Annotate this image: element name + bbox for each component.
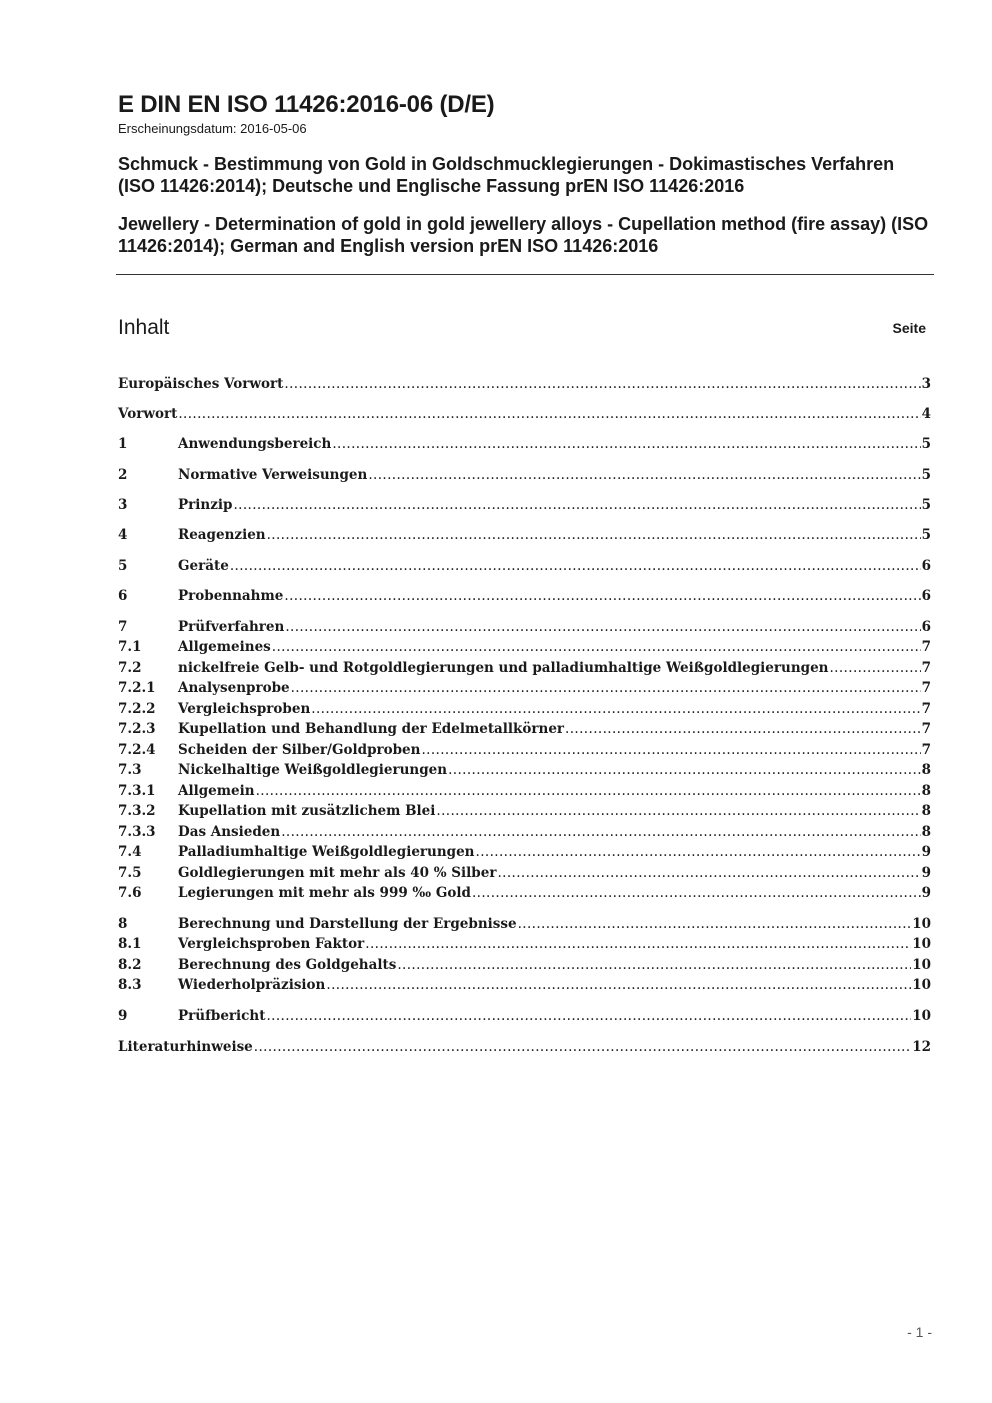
- toc-entry-number: 6: [118, 588, 128, 604]
- toc-entry-label: Europäisches Vorwort: [118, 376, 284, 392]
- title-german: Schmuck - Bestimmung von Gold in Goldschmucklegierungen - Dokimastisches Verfahren (ISO 11426:2014); Deutsche und Englische Fassung prEN ISO 11426:2016: [118, 154, 895, 196]
- toc-entry-label: Berechnung und Darstellung der Ergebnisse: [178, 916, 517, 932]
- toc-entry-label: Legierungen mit mehr als 999 ‰ Gold: [178, 885, 471, 901]
- toc-entry-number: 5: [118, 558, 128, 574]
- toc-entry-page: 9: [921, 865, 931, 881]
- toc-entry-page: 10: [912, 916, 931, 932]
- toc-dot-leader: [365, 932, 911, 952]
- toc-entry-page: 10: [912, 957, 931, 973]
- toc-entry[interactable]: [118, 635, 931, 655]
- toc-entry[interactable]: [118, 656, 931, 676]
- toc-entry-number: 7.2.4: [118, 742, 156, 758]
- toc-entry-number: 8.1: [118, 936, 142, 952]
- toc-entry-label: Prüfbericht: [178, 1008, 266, 1024]
- toc-entry-number: 9: [118, 1008, 128, 1024]
- toc-entry-label: Vorwort: [118, 406, 178, 422]
- toc-entry-label: Normative Verweisungen: [178, 467, 368, 483]
- toc-dot-leader: [518, 912, 912, 932]
- toc-entry[interactable]: [118, 1004, 931, 1024]
- toc-entry-label: Analysenprobe: [178, 680, 290, 696]
- toc-entry-page: 5: [921, 436, 931, 452]
- toc-entry-number: 3: [118, 497, 128, 513]
- toc-entry[interactable]: [118, 676, 931, 696]
- toc-entry-number: 7: [118, 619, 128, 635]
- toc-dot-leader: [254, 1035, 911, 1055]
- toc-dot-leader: [281, 820, 920, 840]
- toc-dot-leader: [368, 463, 920, 483]
- toc-dot-leader: [497, 861, 920, 881]
- toc-dot-leader: [272, 635, 921, 655]
- toc-entry-page: 7: [921, 639, 931, 655]
- title-english: Jewellery - Determination of gold in gold jewellery alloys - Cupellation method (fire assay) (ISO 11426:2014); German and English version prEN ISO 11426:2016: [118, 214, 929, 256]
- toc-entry-label: Palladiumhaltige Weißgoldlegierungen: [178, 844, 475, 860]
- toc-entry-number: 7.2.1: [118, 680, 156, 696]
- toc-dot-leader: [397, 953, 911, 973]
- toc-entry-page: 10: [912, 977, 931, 993]
- page-number: - 1 -: [907, 1324, 932, 1340]
- toc-entry-page: 5: [921, 467, 931, 483]
- toc-entry-page: 10: [912, 1008, 931, 1024]
- toc-entry-label: Anwendungsbereich: [178, 436, 332, 452]
- toc-dot-leader: [256, 779, 921, 799]
- toc-entry-page: 7: [921, 680, 931, 696]
- toc-entry-number: 7.2.3: [118, 721, 156, 737]
- document-id: E DIN EN ISO 11426:2016-06 (D/E): [118, 91, 495, 118]
- toc-entry[interactable]: [118, 820, 931, 840]
- toc-entry-page: 10: [912, 936, 931, 952]
- toc-dot-leader: [829, 656, 920, 676]
- toc-dot-leader: [332, 432, 920, 452]
- toc-entry-page: 8: [921, 783, 931, 799]
- toc-entry-page: 5: [921, 497, 931, 513]
- toc-dot-leader: [421, 738, 920, 758]
- toc-dot-leader: [178, 402, 920, 422]
- toc-entry[interactable]: [118, 615, 931, 635]
- toc-entry[interactable]: [118, 523, 931, 543]
- toc-entry-label: Reagenzien: [178, 527, 266, 543]
- toc-heading: [118, 314, 926, 342]
- toc-entry-label: Berechnung des Goldgehalts: [178, 957, 397, 973]
- toc-entry-number: 8: [118, 916, 128, 932]
- toc-entry-label: Vergleichsproben: [178, 701, 311, 717]
- publication-date: Erscheinungsdatum: 2016-05-06: [118, 121, 307, 136]
- toc-entry[interactable]: [118, 973, 931, 993]
- toc-entry-number: 8.3: [118, 977, 142, 993]
- toc-dot-leader: [472, 881, 921, 901]
- toc-entry[interactable]: [118, 779, 931, 799]
- toc-entry[interactable]: [118, 697, 931, 717]
- toc-entry-page: 7: [921, 721, 931, 737]
- toc-entry-page: 8: [921, 762, 931, 778]
- toc-entry-label: Kupellation und Behandlung der Edelmetallkörner: [178, 721, 565, 737]
- toc-page-column-label: Seite: [892, 320, 926, 336]
- toc-entry[interactable]: [118, 372, 931, 392]
- toc-entry-page: 8: [921, 803, 931, 819]
- toc-entry-page: 7: [921, 660, 931, 676]
- toc-entry-page: 3: [921, 376, 931, 392]
- toc-entry-number: 7.5: [118, 865, 142, 881]
- toc-entry-page: 7: [921, 742, 931, 758]
- toc-dot-leader: [267, 523, 921, 543]
- toc-entry-page: 8: [921, 824, 931, 840]
- toc-entry[interactable]: [118, 738, 931, 758]
- toc-entry-number: 1: [118, 436, 128, 452]
- toc-entry-label: Literaturhinweise: [118, 1039, 253, 1055]
- toc-entry-page: 5: [921, 527, 931, 543]
- toc-entry[interactable]: [118, 584, 931, 604]
- toc-dot-leader: [266, 1004, 911, 1024]
- toc-entry-number: 8.2: [118, 957, 142, 973]
- toc-entry-page: 9: [921, 885, 931, 901]
- toc-entry[interactable]: [118, 799, 931, 819]
- toc-dot-leader: [448, 758, 921, 778]
- toc-dot-leader: [230, 554, 921, 574]
- toc-dot-leader: [565, 717, 921, 737]
- toc-entry[interactable]: [118, 554, 931, 574]
- toc-entry-page: 7: [921, 701, 931, 717]
- toc-entry[interactable]: [118, 953, 931, 973]
- toc-entry[interactable]: [118, 432, 931, 452]
- toc-entry-page: 9: [921, 844, 931, 860]
- toc-entry-label: Geräte: [178, 558, 229, 574]
- toc-dot-leader: [284, 584, 920, 604]
- toc-entry[interactable]: [118, 758, 931, 778]
- toc-entry-number: 7.1: [118, 639, 142, 655]
- toc-entry[interactable]: [118, 840, 931, 860]
- toc-entry-number: 7.3.1: [118, 783, 156, 799]
- toc-entry-page: 6: [921, 619, 931, 635]
- toc-entry[interactable]: [118, 861, 931, 881]
- toc-entry-label: Scheiden der Silber/Goldproben: [178, 742, 421, 758]
- toc-dot-leader: [284, 372, 920, 392]
- toc-dot-leader: [285, 615, 920, 635]
- toc-entry-number: 7.4: [118, 844, 142, 860]
- toc-entry[interactable]: [118, 493, 931, 513]
- toc-entry-label: Allgemein: [178, 783, 255, 799]
- toc-entry-number: 7.3: [118, 762, 142, 778]
- toc-entry-page: 12: [912, 1039, 931, 1055]
- toc-entry[interactable]: [118, 717, 931, 737]
- toc-entry-label: nickelfreie Gelb- und Rotgoldlegierungen und palladiumhaltige Weißgoldlegierungen: [178, 660, 829, 676]
- toc-entry-number: 7.3.2: [118, 803, 156, 819]
- toc-entry-number: 7.6: [118, 885, 142, 901]
- toc-entry-label: Probennahme: [178, 588, 284, 604]
- toc-entry-page: 6: [921, 588, 931, 604]
- toc-entry-number: 2: [118, 467, 128, 483]
- toc-entry[interactable]: [118, 1035, 931, 1055]
- toc-entry-label: Prüfverfahren: [178, 619, 285, 635]
- toc-entry[interactable]: [118, 402, 931, 422]
- toc-entry-label: Das Ansieden: [178, 824, 281, 840]
- toc-entry[interactable]: [118, 912, 931, 932]
- toc-title: Inhalt: [118, 316, 170, 339]
- toc-entry[interactable]: [118, 881, 931, 901]
- toc-dot-leader: [476, 840, 921, 860]
- toc-entry-label: Nickelhaltige Weißgoldlegierungen: [178, 762, 448, 778]
- toc-entry-label: Goldlegierungen mit mehr als 40 % Silber: [178, 865, 497, 881]
- toc-dot-leader: [326, 973, 911, 993]
- toc-entry-label: Wiederholpräzision: [178, 977, 326, 993]
- toc-entry[interactable]: [118, 463, 931, 483]
- toc-entry-label: Prinzip: [178, 497, 233, 513]
- header-divider: [116, 274, 934, 275]
- toc-entry-label: Vergleichsproben Faktor: [178, 936, 365, 952]
- toc-entry-number: 7.2: [118, 660, 142, 676]
- toc-entry-number: 4: [118, 527, 128, 543]
- toc-dot-leader: [436, 799, 920, 819]
- toc-entry-label: Allgemeines: [178, 639, 271, 655]
- toc-entry[interactable]: [118, 932, 931, 952]
- toc-dot-leader: [311, 697, 920, 717]
- document-header: [118, 90, 933, 257]
- toc-entry-number: 7.2.2: [118, 701, 156, 717]
- toc-entry-page: 6: [921, 558, 931, 574]
- toc-dot-leader: [233, 493, 920, 513]
- toc-dot-leader: [291, 676, 921, 696]
- toc-entry-page: 4: [921, 406, 931, 422]
- toc-entry-label: Kupellation mit zusätzlichem Blei: [178, 803, 436, 819]
- toc-entry-number: 7.3.3: [118, 824, 156, 840]
